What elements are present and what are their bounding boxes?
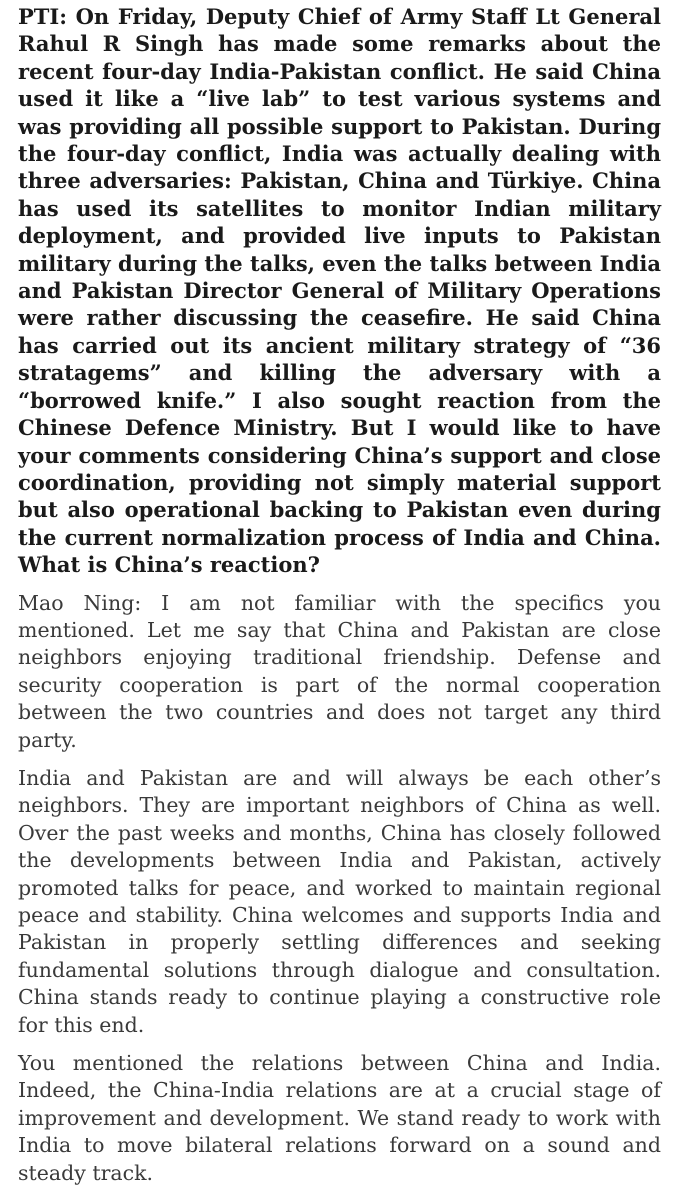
spokesperson-answer-paragraph: India and Pakistan are and will always be each other’s neighbors. They are important neighbors of China as well. Over the past weeks and months, China has closely followed the developments between India and Pakistan, actively promoted talks for peace, and worked to maintain regional peace and stability. China welcomes and supports India and Pakistan in properly settling differences and seeking fundamental solutions through dialogue and consultation. China stands ready to continue playing a constructive role for this end. <box>18 765 661 1037</box>
reporter-question: PTI: On Friday, Deputy Chief of Army Staff Lt General Rahul R Singh has made some remarks about the recent four-day India-Pakistan conflict. He said China used it like a “live lab” to test various systems and was providing all possible support to Pakistan. During the four-day conflict, India was actually dealing with three adversaries: Pakistan, China and Türkiye. China has used its satellites to monitor Indian military deployment, and provided live inputs to Pakistan military during the talks, even the talks between India and Pakistan Director General of Military Operations were rather discussing the ceasefire. He said China has carried out its ancient military strategy of “36 stratagems” and killing the adversary with a “borrowed knife.” I also sought reaction from the Chinese Defence Ministry. But I would like to have your comments considering China’s support and close coordination, providing not simply material support but also operational backing to Pakistan even during the current normalization process of India and China. What is China’s reaction? <box>18 4 661 578</box>
spokesperson-answer-paragraph: You mentioned the relations between China and India. Indeed, the China-India relations are at a crucial stage of improvement and development. We stand ready to work with India to move bilateral relations forward on a sound and steady track. <box>18 1051 661 1185</box>
spokesperson-answer-paragraph: Mao Ning: I am not familiar with the specifics you mentioned. Let me say that China and Pakistan are close neighbors enjoying traditional friendship. Defense and security cooperation is part of the normal cooperation between the two countries and does not target any third party. <box>18 590 661 752</box>
